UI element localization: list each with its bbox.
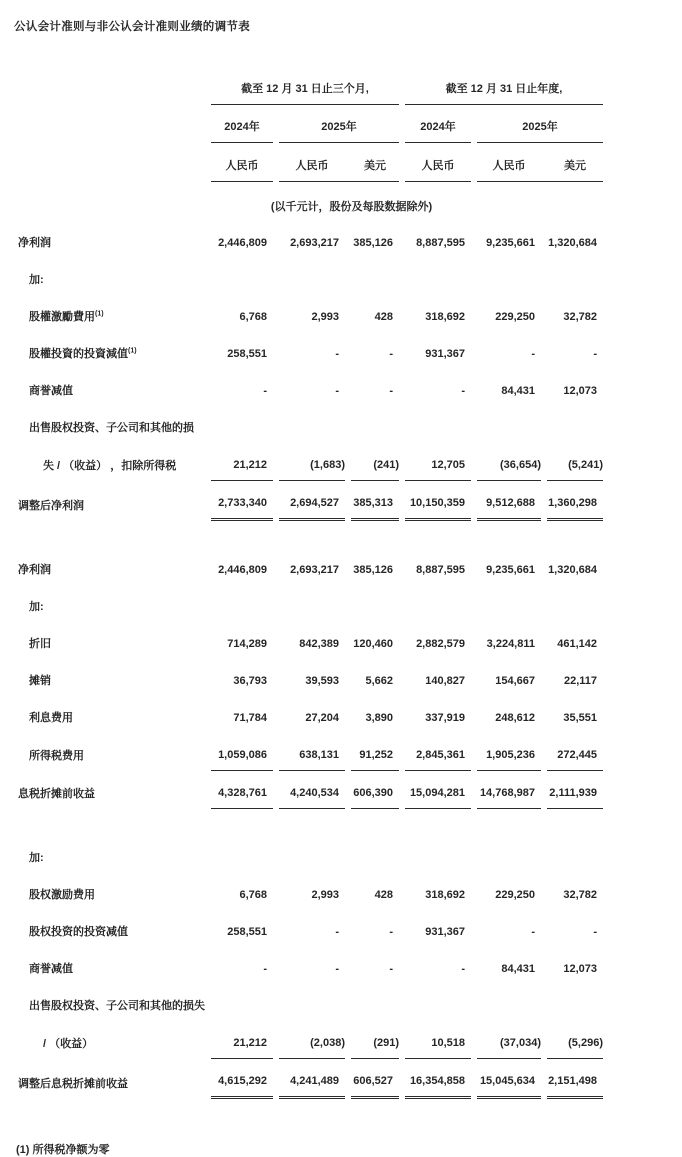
- row-label: [16, 622, 205, 659]
- cell-empty: [351, 836, 399, 873]
- cell-value: 606,390: [351, 771, 399, 809]
- cell-value: 16,354,858: [405, 1059, 471, 1099]
- cell-value: 12,073: [563, 385, 597, 397]
- row-label: [16, 836, 205, 873]
- footnote: (1) 所得税净额为零: [16, 1144, 110, 1156]
- cell-value: 10,150,359: [405, 481, 471, 521]
- header-currency-pair-fullyear: [477, 143, 603, 182]
- cell-value: 258,551: [227, 348, 267, 360]
- cell-value: 2,151,498: [547, 1059, 603, 1099]
- header-currency-usd: 美元: [364, 160, 386, 172]
- cell-value: 4,615,292: [211, 1059, 273, 1099]
- cell-empty: [477, 836, 541, 873]
- row-label-text: / （收益）: [43, 1038, 94, 1050]
- cell-value: 22,117: [563, 675, 597, 687]
- header-currency-rmb: 人民币: [492, 160, 526, 172]
- cell-value: -: [335, 348, 339, 360]
- cell-value: (5,296): [547, 1021, 603, 1059]
- cell-empty: [211, 836, 273, 873]
- footnote-marker: (1): [95, 310, 104, 318]
- cell-empty: [547, 836, 603, 873]
- footnote-marker: (1): [128, 347, 137, 355]
- table-row: [16, 910, 603, 947]
- cell-value: -: [335, 963, 339, 975]
- row-label: [16, 1059, 205, 1099]
- header-period-groups: [16, 62, 603, 105]
- row-label: [16, 481, 205, 521]
- cell-value: 6,768: [239, 311, 267, 323]
- cell-empty: [211, 984, 273, 1021]
- cell-value: 36,793: [233, 675, 267, 687]
- cell-value: -: [335, 385, 339, 397]
- cell-value: -: [389, 926, 393, 938]
- cell-value: 71,784: [233, 712, 267, 724]
- cell-value: 1,059,086: [211, 733, 273, 771]
- cell-empty: [351, 585, 399, 622]
- header-currency-rmb: 人民币: [211, 143, 273, 182]
- row-label-text: 股權激勵費用: [29, 311, 95, 323]
- cell-value: (36,654): [477, 443, 541, 481]
- cell-value: (1,683): [279, 443, 345, 481]
- cell-value: 21,212: [211, 443, 273, 481]
- cell-value: 714,289: [227, 638, 267, 650]
- cell-value: -: [531, 348, 535, 360]
- row-label: [16, 947, 205, 984]
- table-row: [16, 332, 603, 369]
- cell-empty: [547, 258, 603, 295]
- header-currencies: [16, 143, 603, 182]
- table-row: [16, 873, 603, 910]
- cell-value: -: [531, 926, 535, 938]
- table-row: [16, 369, 603, 406]
- cell-value: 272,445: [547, 733, 603, 771]
- cell-value: 1,320,684: [548, 564, 597, 576]
- cell-value: 1,360,298: [547, 481, 603, 521]
- cell-value: 428: [374, 889, 393, 901]
- row-label-text: 调整后息税折摊前收益: [18, 1078, 128, 1090]
- cell-value: 154,667: [495, 675, 535, 687]
- cell-value: 5,662: [365, 675, 393, 687]
- cell-value: 842,389: [299, 638, 339, 650]
- cell-value: 337,919: [425, 712, 465, 724]
- cell-value: 2,694,527: [279, 481, 345, 521]
- cell-empty: [211, 585, 273, 622]
- cell-value: 21,212: [211, 1021, 273, 1059]
- cell-value: 12,073: [563, 963, 597, 975]
- cell-value: 318,692: [425, 889, 465, 901]
- table-row: [16, 984, 603, 1021]
- row-label: [16, 548, 205, 585]
- cell-value: -: [389, 963, 393, 975]
- row-label: [16, 221, 205, 258]
- section-gap: [16, 809, 603, 836]
- cell-value: 258,551: [227, 926, 267, 938]
- cell-value: -: [263, 385, 267, 397]
- row-label-text: 折旧: [29, 638, 51, 650]
- table-row: [16, 295, 603, 332]
- cell-value: -: [389, 348, 393, 360]
- page-title: 公认会计准则与非公认会计准则业绩的调节表: [14, 21, 250, 33]
- cell-value: 15,094,281: [405, 771, 471, 809]
- cell-empty: [211, 406, 273, 443]
- cell-value: (2,038): [279, 1021, 345, 1059]
- header-currency-pair-quarter: [279, 143, 399, 182]
- row-label: [16, 910, 205, 947]
- header-currency-rmb: 人民币: [405, 143, 471, 182]
- cell-empty: [477, 984, 541, 1021]
- row-label: [16, 406, 205, 443]
- cell-value: 15,045,634: [477, 1059, 541, 1099]
- cell-value: 9,512,688: [477, 481, 541, 521]
- cell-empty: [279, 406, 345, 443]
- cell-value: 318,692: [425, 311, 465, 323]
- cell-value: 2,845,361: [405, 733, 471, 771]
- cell-value: 3,890: [365, 712, 393, 724]
- header-currency-rmb: 人民币: [295, 160, 329, 172]
- cell-empty: [547, 406, 603, 443]
- cell-value: 4,241,489: [279, 1059, 345, 1099]
- header-years: [16, 105, 603, 143]
- cell-value: 638,131: [279, 733, 345, 771]
- cell-value: 39,593: [305, 675, 339, 687]
- table-row: [16, 585, 603, 622]
- table-row: [16, 696, 603, 733]
- row-label-text: 商誉减值: [29, 385, 73, 397]
- cell-empty: [477, 258, 541, 295]
- row-label: [16, 873, 205, 910]
- row-label: [16, 696, 205, 733]
- cell-empty: [279, 258, 345, 295]
- row-label-text: 调整后净利润: [18, 500, 84, 512]
- row-label-text: 加:: [29, 852, 44, 864]
- row-label-text: 商誉减值: [29, 963, 73, 975]
- cell-value: 3,224,811: [486, 638, 535, 650]
- cell-value: (291): [351, 1021, 399, 1059]
- cell-value: 2,993: [311, 311, 339, 323]
- table-row: [16, 406, 603, 443]
- row-label: [16, 733, 205, 771]
- cell-value: -: [263, 963, 267, 975]
- cell-empty: [547, 984, 603, 1021]
- row-label: [16, 585, 205, 622]
- cell-value: 229,250: [495, 889, 535, 901]
- cell-value: 140,827: [425, 675, 465, 687]
- row-label: [16, 984, 205, 1021]
- cell-value: 385,126: [353, 237, 393, 249]
- row-label-text: 息税折摊前收益: [18, 788, 95, 800]
- row-label-text: 加:: [29, 274, 44, 286]
- cell-empty: [351, 984, 399, 1021]
- table-row: [16, 258, 603, 295]
- cell-value: -: [461, 963, 465, 975]
- cell-value: 428: [374, 311, 393, 323]
- row-label-text: 股權投資的投資減值: [29, 348, 128, 360]
- cell-empty: [405, 406, 471, 443]
- cell-empty: [477, 585, 541, 622]
- reconciliation-table: [10, 62, 609, 1099]
- cell-value: 385,126: [353, 564, 393, 576]
- cell-value: 2,111,939: [547, 771, 603, 809]
- header-year-2024-fullyear: 2024年: [405, 105, 471, 143]
- table-row: [16, 659, 603, 696]
- cell-value: -: [389, 385, 393, 397]
- cell-value: 10,518: [405, 1021, 471, 1059]
- row-label-text: 利息费用: [29, 712, 73, 724]
- row-label: [16, 258, 205, 295]
- cell-value: 84,431: [501, 385, 535, 397]
- table-row: [16, 221, 603, 258]
- cell-value: 2,446,809: [218, 237, 267, 249]
- row-label: [16, 332, 205, 369]
- row-label-text: 失 / （收益） ，扣除所得税: [43, 460, 177, 472]
- cell-value: (5,241): [547, 443, 603, 481]
- table-row: [16, 443, 603, 481]
- cell-empty: [211, 258, 273, 295]
- cell-empty: [279, 984, 345, 1021]
- cell-empty: [279, 585, 345, 622]
- cell-empty: [547, 585, 603, 622]
- cell-value: 27,204: [305, 712, 339, 724]
- cell-empty: [405, 585, 471, 622]
- row-label-text: 出售股权投资、子公司和其他的损: [29, 422, 194, 434]
- row-label: [16, 1021, 205, 1059]
- cell-value: 2,882,579: [416, 638, 465, 650]
- cell-value: -: [593, 348, 597, 360]
- cell-value: 2,993: [311, 889, 339, 901]
- row-label: [16, 369, 205, 406]
- cell-value: -: [461, 385, 465, 397]
- cell-value: 14,768,987: [477, 771, 541, 809]
- cell-value: 1,320,684: [548, 237, 597, 249]
- cell-value: 8,887,595: [416, 564, 465, 576]
- row-label-text: 摊销: [29, 675, 51, 687]
- cell-empty: [405, 258, 471, 295]
- cell-value: 6,768: [239, 889, 267, 901]
- table-row: [16, 836, 603, 873]
- cell-empty: [405, 836, 471, 873]
- cell-empty: [279, 836, 345, 873]
- table-row: [16, 947, 603, 984]
- units-note-row: [16, 182, 603, 221]
- row-label-text: 净利润: [18, 237, 51, 249]
- cell-value: (37,034): [477, 1021, 541, 1059]
- cell-value: 2,446,809: [218, 564, 267, 576]
- cell-value: 9,235,661: [486, 564, 535, 576]
- cell-value: 385,313: [351, 481, 399, 521]
- row-label-text: 股权投资的投资减值: [29, 926, 128, 938]
- cell-value: 4,240,534: [279, 771, 345, 809]
- table-row: [16, 1021, 603, 1059]
- cell-value: 461,142: [557, 638, 597, 650]
- cell-value: 9,235,661: [486, 237, 535, 249]
- header-group-quarter: 截至 12 月 31 日止三个月,: [211, 62, 399, 105]
- header-currency-usd: 美元: [564, 160, 586, 172]
- cell-value: 248,612: [495, 712, 535, 724]
- row-label-text: 净利润: [18, 564, 51, 576]
- cell-value: 91,252: [351, 733, 399, 771]
- cell-value: 606,527: [351, 1059, 399, 1099]
- cell-empty: [351, 258, 399, 295]
- cell-value: 12,705: [405, 443, 471, 481]
- row-label-text: 所得税费用: [29, 750, 84, 762]
- cell-value: 2,693,217: [290, 237, 339, 249]
- cell-value: 2,733,340: [211, 481, 273, 521]
- cell-value: 229,250: [495, 311, 535, 323]
- table-row: [16, 622, 603, 659]
- table-row: [16, 481, 603, 521]
- cell-empty: [477, 406, 541, 443]
- cell-value: 1,905,236: [477, 733, 541, 771]
- header-year-2025-quarter: 2025年: [279, 105, 399, 143]
- cell-value: 32,782: [563, 311, 597, 323]
- cell-value: 931,367: [425, 348, 465, 360]
- units-note: (以千元计，股份及每股数据除外): [270, 201, 433, 213]
- cell-value: 120,460: [353, 638, 393, 650]
- cell-value: 32,782: [563, 889, 597, 901]
- cell-empty: [351, 406, 399, 443]
- row-label: [16, 659, 205, 696]
- cell-value: 4,328,761: [211, 771, 273, 809]
- table-row: [16, 771, 603, 809]
- row-label: [16, 771, 205, 809]
- row-label-text: 加:: [29, 601, 44, 613]
- cell-value: 2,693,217: [290, 564, 339, 576]
- header-year-2024-quarter: 2024年: [211, 105, 273, 143]
- cell-value: 35,551: [563, 712, 597, 724]
- table-row: [16, 733, 603, 771]
- cell-empty: [405, 984, 471, 1021]
- cell-value: 8,887,595: [416, 237, 465, 249]
- row-label: [16, 443, 205, 481]
- table-row: [16, 548, 603, 585]
- header-group-year: 截至 12 月 31 日止年度,: [405, 62, 603, 105]
- section-gap: [16, 521, 603, 548]
- row-label-text: 出售股权投资、子公司和其他的损失: [29, 1000, 205, 1012]
- header-year-2025-fullyear: 2025年: [477, 105, 603, 143]
- cell-value: 931,367: [425, 926, 465, 938]
- cell-value: 84,431: [501, 963, 535, 975]
- table-row: [16, 1059, 603, 1099]
- row-label-text: 股权激励费用: [29, 889, 95, 901]
- cell-value: -: [335, 926, 339, 938]
- row-label: [16, 295, 205, 332]
- cell-value: -: [593, 926, 597, 938]
- cell-value: (241): [351, 443, 399, 481]
